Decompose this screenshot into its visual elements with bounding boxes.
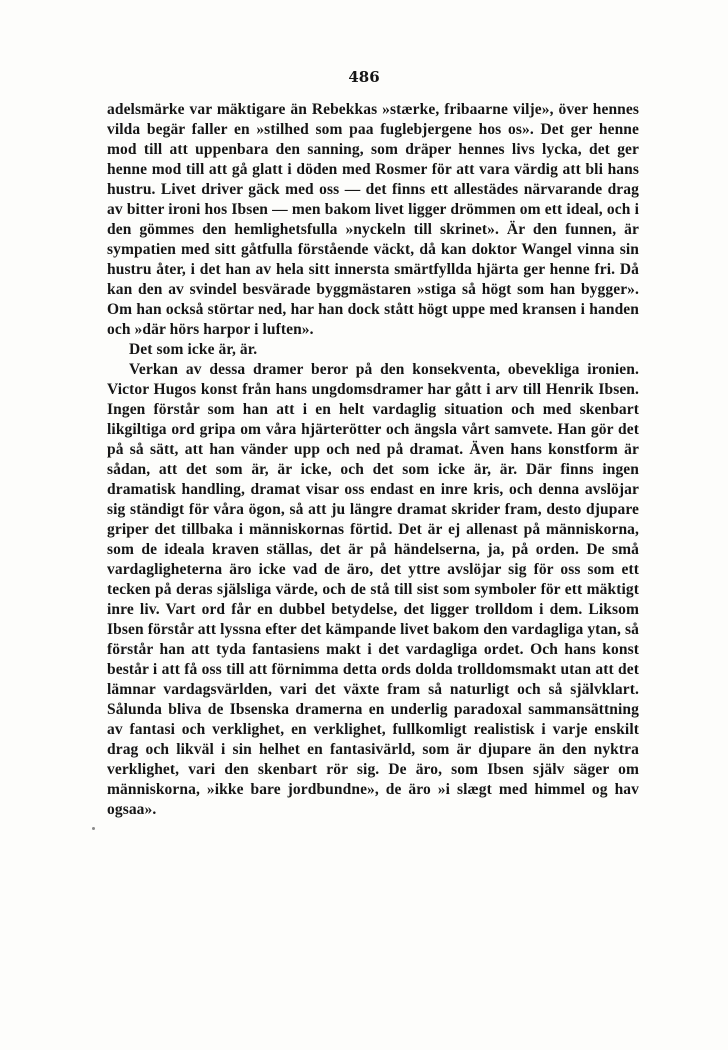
paragraph-2: Det som icke är, är. (129, 341, 258, 358)
paragraph-1: adelsmärke var mäktigare än Rebekkas »stærke, fribaarne vilje», över hennes vilda begär faller en »stilhed som paa fuglebjergene hos os». Det ger henne mod till att uppenbara den sanning, som dräper hennes livs lycka, det ger henne mod till att gå glatt i döden med Rosmer för att vara värdig att bli hans hustru. Livet driver gäck med oss — det finns ett allestädes närvarande drag av bitter ironi hos Ibsen — men bakom livet ligger drömmen om ett ideal, och i den gömmes den hemlighetsfulla »nyckeln till skrinet». Är den funnen, är sympatien med sitt gåtfulla förstående väckt, då kan doktor Wangel vinna sin hustru åter, i det han av hela sitt innersta smärtfyllda hjärta ger henne fri. Då kan den av svindel besvärade byggmästaren »stiga så högt som han bygger». Om han också störtar ned, har han dock stått högt uppe med kransen i handen och »där hörs harpor i luften». (107, 101, 639, 338)
body-text (107, 100, 639, 820)
paragraph-3: Verkan av dessa dramer beror på den konsekventa, obevekliga ironien. Victor Hugos konst från hans ungdomsdramer har gått i arv till Henrik Ibsen. Ingen förstår som han att i en helt vardaglig situation och med skenbart likgiltiga ord gripa om våra hjärterötter och ängsla vårt samvete. Han gör det på så sätt, att han vänder upp och ned på dramat. Även hans konstform är sådan, att det som är, är icke, och det som icke är, är. Där finns ingen dramatisk handling, dramat visar oss endast en inre kris, och denna avslöjar sig ständigt för våra ögon, så att ju längre dramat skrider fram, desto djupare griper det tillbaka i människornas förtid. Det är ej allenast på människorna, som de ideala kraven ställas, det är på händelserna, ja, på orden. De små vardagligheterna äro icke vad de äro, det yttre avslöjar sig för oss som ett tecken på deras själsliga värde, och de stå till sist som symboler för ett mäktigt inre liv. Vart ord får en dubbel betydelse, det ligger trolldom i dem. Liksom Ibsen förstår att lyssna efter det kämpande livet bakom den vardagliga ytan, så förstår han att tyda fantasiens makt i det vardagliga ordet. Och hans konst består i att få oss till att förnimma detta ords dolda trolldomsmakt utan att det lämnar vardagsvärlden, vari det växte fram så naturligt och så självklart. Sålunda bliva de Ibsenska dramerna en underlig paradoxal sammansättning av fantasi och verklighet, en verklighet, fullkomligt realistisk i varje enskilt drag och likväl i sin helhet en fantasivärld, som är djupare än den nyktra verklighet, vari den skenbart rör sig. De äro, som Ibsen själv säger om människorna, »ikke bare jordbundne», de äro »i slægt med himmel og hav ogsaa». (107, 361, 639, 818)
page-number: 486 (348, 68, 380, 86)
ink-speck (92, 827, 95, 830)
